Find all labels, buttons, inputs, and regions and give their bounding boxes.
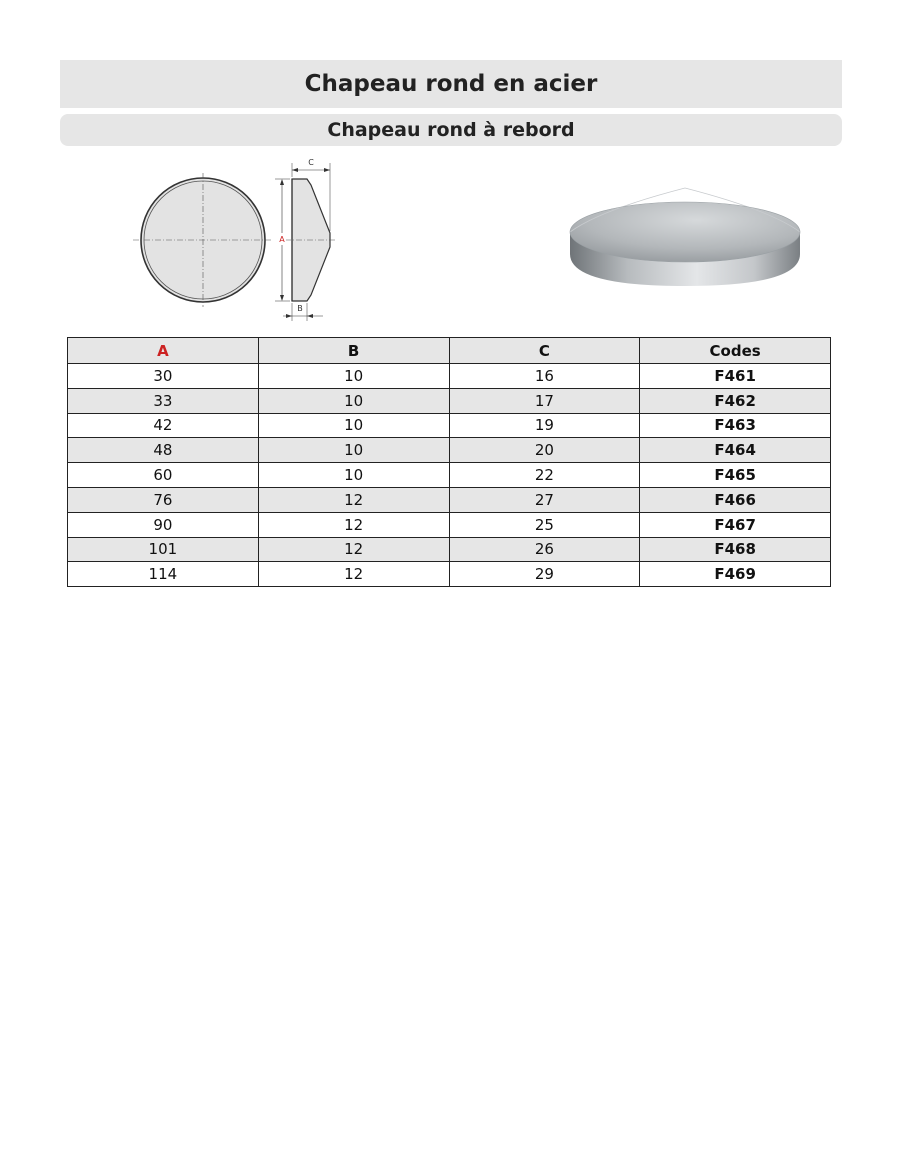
side-view — [285, 179, 337, 301]
cell-a: 33 — [68, 388, 259, 413]
cell-c: 29 — [449, 562, 640, 587]
technical-drawing — [125, 155, 340, 325]
cell-a: 30 — [68, 364, 259, 389]
page-title: Chapeau rond en acier — [60, 60, 842, 108]
cell-c: 19 — [449, 413, 640, 438]
cell-b: 12 — [258, 512, 449, 537]
cell-a: 60 — [68, 463, 259, 488]
front-view — [133, 173, 273, 307]
cell-c: 25 — [449, 512, 640, 537]
cell-b: 10 — [258, 463, 449, 488]
header-a: A — [68, 338, 259, 364]
table-row — [68, 388, 831, 413]
table-row — [68, 487, 831, 512]
cell-a: 76 — [68, 487, 259, 512]
cell-code: F464 — [640, 438, 831, 463]
dimension-b-label: B — [297, 304, 303, 313]
table-row — [68, 413, 831, 438]
cell-code: F469 — [640, 562, 831, 587]
table-row — [68, 438, 831, 463]
cell-c: 17 — [449, 388, 640, 413]
cell-code: F461 — [640, 364, 831, 389]
dimension-b — [283, 303, 323, 321]
cell-b: 12 — [258, 562, 449, 587]
cell-a: 90 — [68, 512, 259, 537]
table-row — [68, 463, 831, 488]
table-header-row — [68, 338, 831, 364]
header-codes: Codes — [640, 338, 831, 364]
cell-a: 114 — [68, 562, 259, 587]
header-c: C — [449, 338, 640, 364]
cell-b: 10 — [258, 413, 449, 438]
header-b: B — [258, 338, 449, 364]
cell-a: 101 — [68, 537, 259, 562]
cell-b: 12 — [258, 487, 449, 512]
cell-a: 42 — [68, 413, 259, 438]
cell-c: 22 — [449, 463, 640, 488]
table-row — [68, 364, 831, 389]
table-row — [68, 537, 831, 562]
cell-c: 20 — [449, 438, 640, 463]
cell-b: 10 — [258, 364, 449, 389]
cell-code: F466 — [640, 487, 831, 512]
dimension-a-label: A — [279, 235, 285, 244]
cell-b: 10 — [258, 438, 449, 463]
dimensions-table — [67, 337, 831, 587]
table-row — [68, 562, 831, 587]
cell-c: 26 — [449, 537, 640, 562]
cell-code: F463 — [640, 413, 831, 438]
section-subtitle: Chapeau rond à rebord — [60, 114, 842, 146]
cell-c: 27 — [449, 487, 640, 512]
table-row — [68, 512, 831, 537]
cell-code: F462 — [640, 388, 831, 413]
product-render — [560, 180, 810, 295]
cell-code: F465 — [640, 463, 831, 488]
dimension-c-label: C — [308, 158, 314, 167]
cell-b: 12 — [258, 537, 449, 562]
cell-code: F468 — [640, 537, 831, 562]
cell-a: 48 — [68, 438, 259, 463]
cell-code: F467 — [640, 512, 831, 537]
cell-c: 16 — [449, 364, 640, 389]
cell-b: 10 — [258, 388, 449, 413]
